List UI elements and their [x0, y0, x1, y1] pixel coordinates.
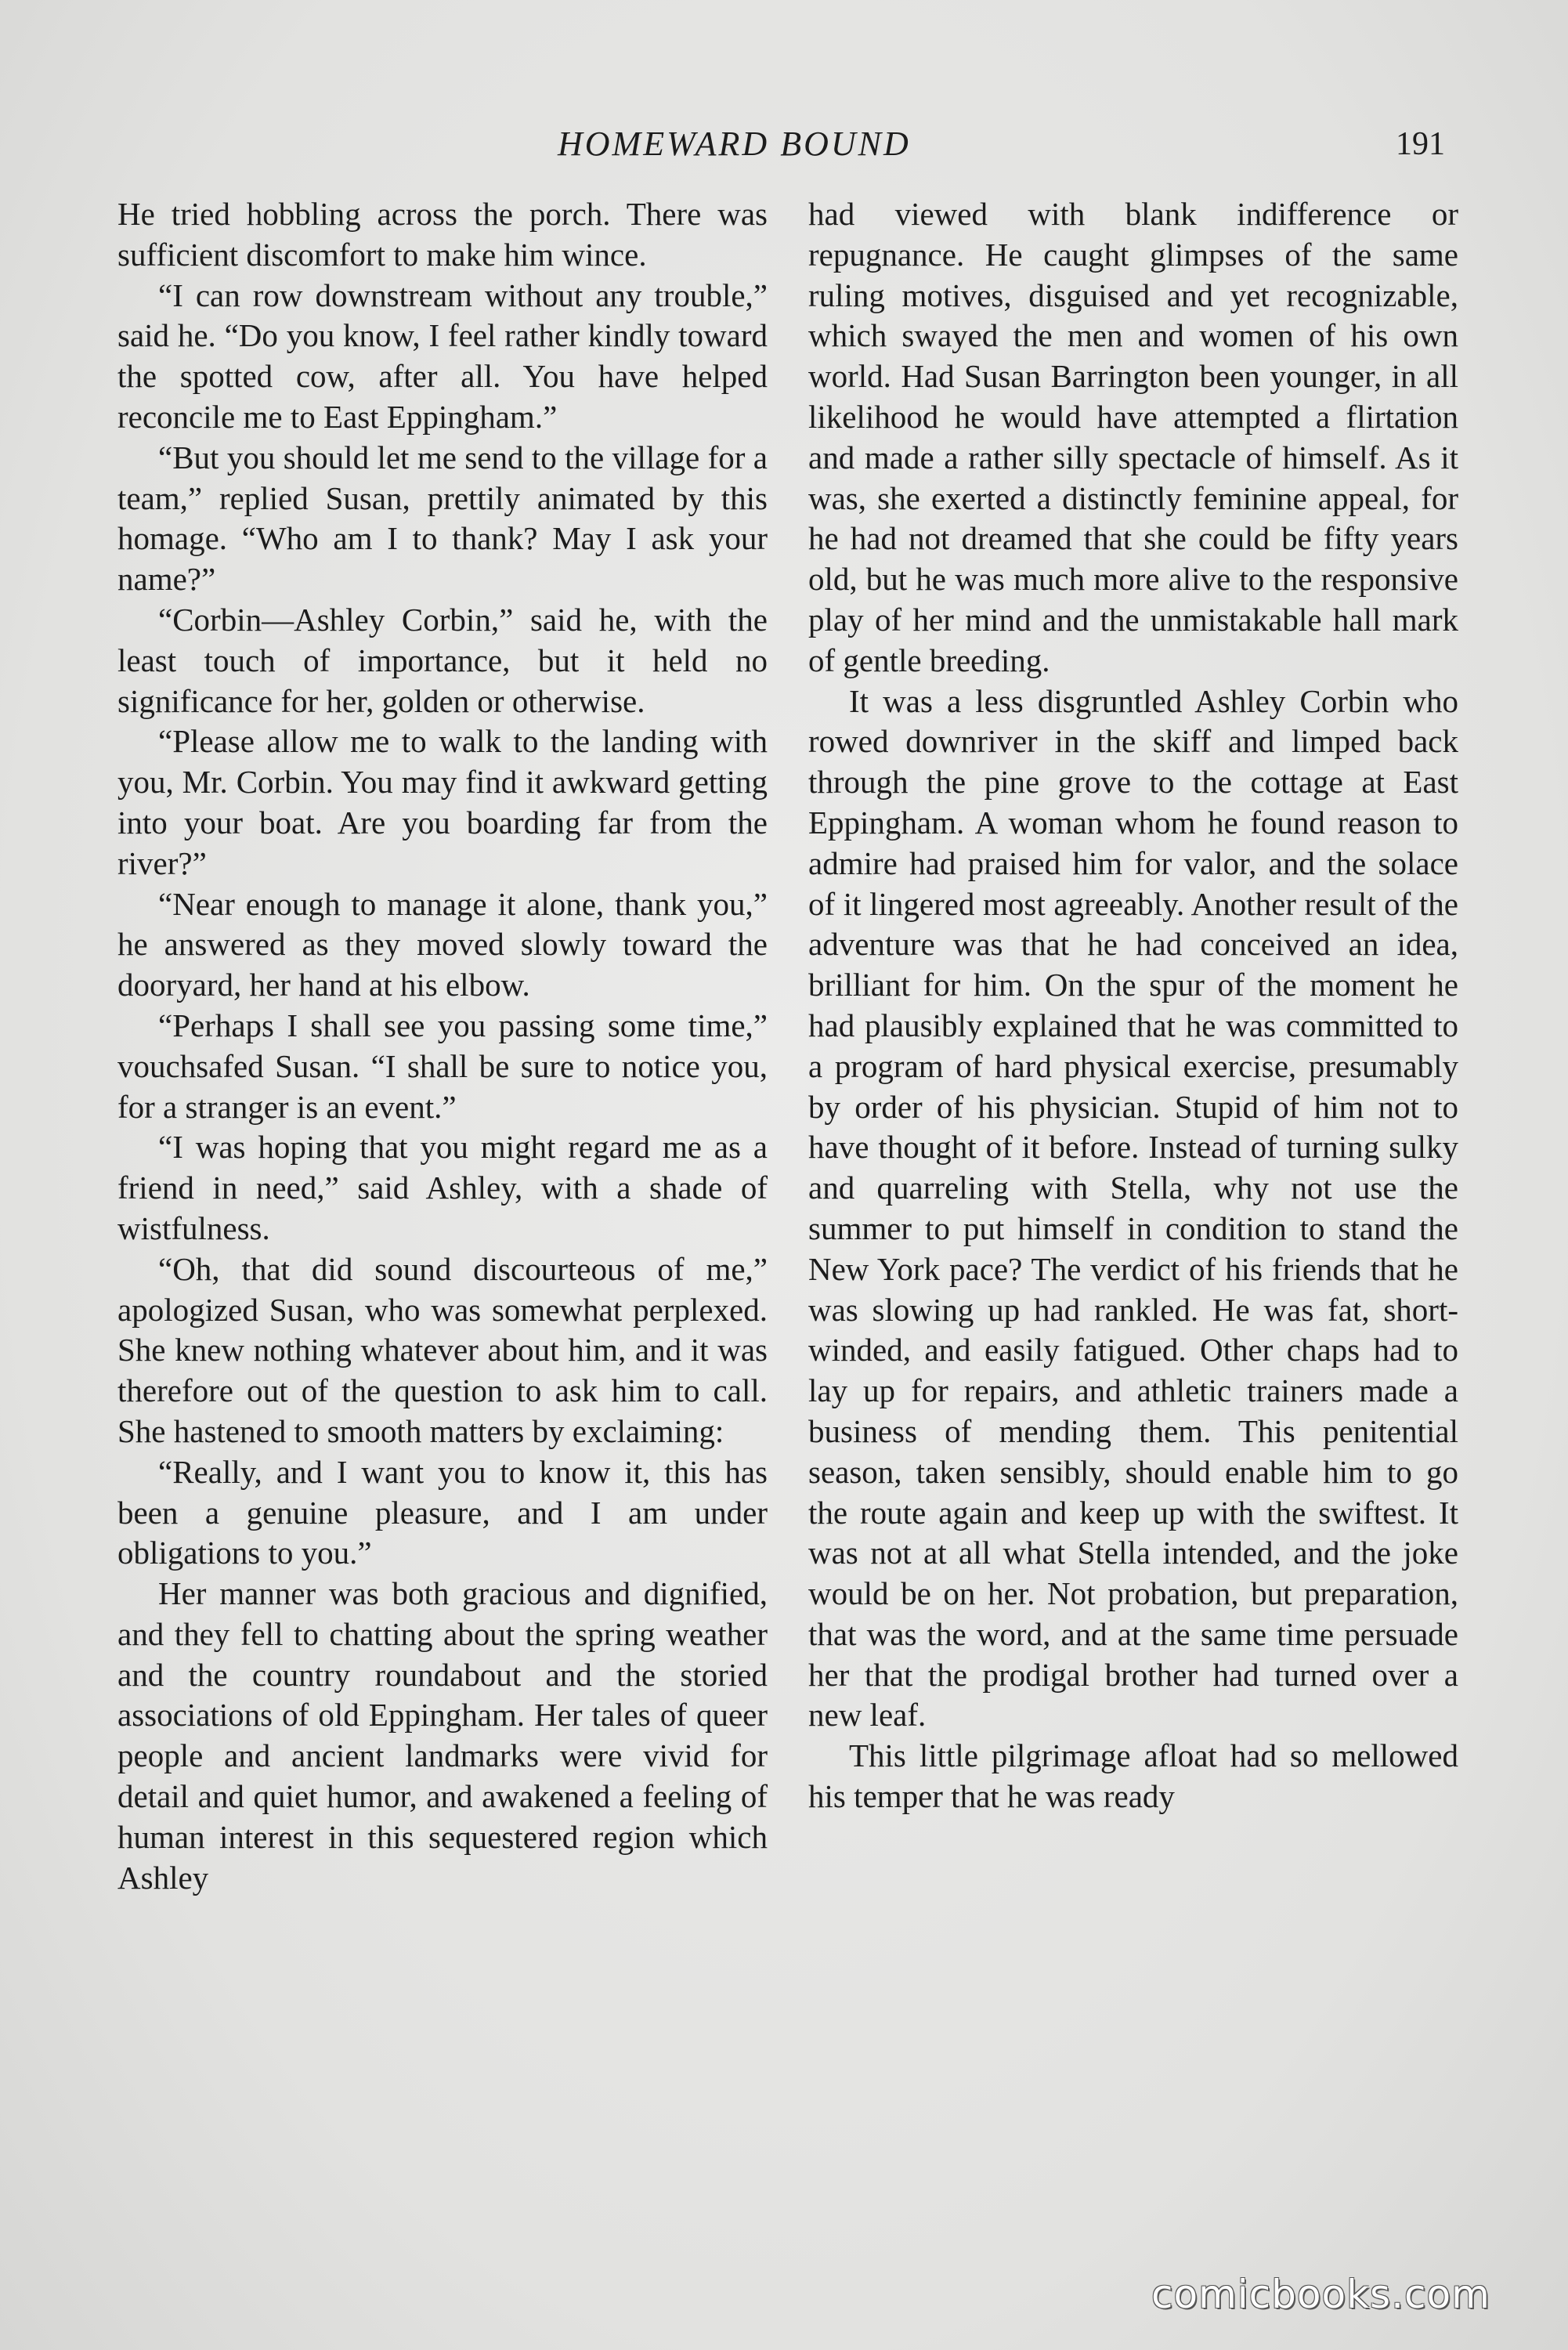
paragraph: “Corbin—Ashley Corbin,” said he, with the least touch of importance, but it held no significance for her, golden or otherwise. [117, 601, 768, 719]
paragraph: Her manner was both gracious and dignified, and they fell to chatting about the spring weather and the country roundabout and the storied associations of old Eppingham. Her tales of queer people and ancient landmarks were vivid for detail and quiet humor, and awakened a feeling of human interest in this sequestered region which Ashley [117, 1575, 768, 1896]
left-column [117, 194, 768, 1898]
paragraph: He tried hobbling across the porch. There was sufficient discomfort to make him wince. [117, 196, 768, 273]
paragraph: “I can row downstream without any trouble,” said he. “Do you know, I feel rather kindly toward the spotted cow, after all. You have helped reconcile me to East Eppingham.” [117, 277, 768, 435]
watermark: comicbooks.com [1151, 2272, 1490, 2317]
right-column [808, 194, 1458, 1817]
paragraph: It was a less disgruntled Ashley Corbin who rowed downriver in the skiff and limped back through the pine grove to the cottage at East Eppingham. A woman whom he found reason to admire had praised him for valor, and the solace of it lingered most agreeably. Another result of the adventure was that he had conceived an idea, brilliant for him. On the spur of the moment he had plausibly explained that he was committed to a program of hard physical exercise, presumably by order of his physician. Stupid of him not to have thought of it before. Instead of turning sulky and quarreling with Stella, why not use the summer to put himself in condition to stand the New York pace? The verdict of his friends that he was slowing up had rankled. He was fat, short-winded, and easily fatigued. Other chaps had to lay up for repairs, and athletic trainers made a business of mending them. This penitential season, taken sensibly, should enable him to go the route again and keep up with the swiftest. It was not at all what Stella intended, and the joke would be on her. Not probation, but preparation, that was the word, and at the same time persuade her that the prodigal brother had turned over a new leaf. [808, 682, 1458, 1734]
running-head [0, 124, 1568, 171]
paragraph: “Oh, that did sound discourteous of me,” apologized Susan, who was somewhat perplexed. She knew nothing whatever about him, and it was therefore out of the question to ask him to call. She hastened to smooth matters by exclaiming: [117, 1250, 768, 1449]
paragraph: had viewed with blank indifference or repugnance. He caught glimpses of the same ruling motives, disguised and yet recognizable, which swayed the men and women of his own world. Had Susan Barrington been younger, in all likelihood he would have attempted a flirtation and made a rather silly spectacle of himself. As it was, she exerted a distinctly feminine appeal, for he had not dreamed that she could be fifty years old, but he was much more alive to the responsive play of her mind and the unmistakable hall mark of gentle breeding. [808, 196, 1458, 678]
paragraph: “Please allow me to walk to the landing with you, Mr. Corbin. You may find it awkward getting into your boat. Are you boarding far from the river?” [117, 723, 768, 881]
paragraph: “Near enough to manage it alone, thank you,” he answered as they moved slowly toward the dooryard, her hand at his elbow. [117, 885, 768, 1003]
paragraph: This little pilgrimage afloat had so mellowed his temper that he was ready [808, 1737, 1458, 1815]
paragraph: “But you should let me send to the village for a team,” replied Susan, prettily animated by this homage. “Who am I to thank? May I ask your name?” [117, 439, 768, 598]
paragraph: “Perhaps I shall see you passing some time,” vouchsafed Susan. “I shall be sure to notice you, for a stranger is an event.” [117, 1007, 768, 1125]
running-title: HOMEWARD BOUND [558, 125, 911, 163]
paragraph: “Really, and I want you to know it, this has been a genuine pleasure, and I am under obligations to you.” [117, 1453, 768, 1571]
paragraph: “I was hoping that you might regard me as a friend in need,” said Ashley, with a shade of wistfulness. [117, 1129, 768, 1246]
page-number: 191 [1396, 126, 1445, 162]
